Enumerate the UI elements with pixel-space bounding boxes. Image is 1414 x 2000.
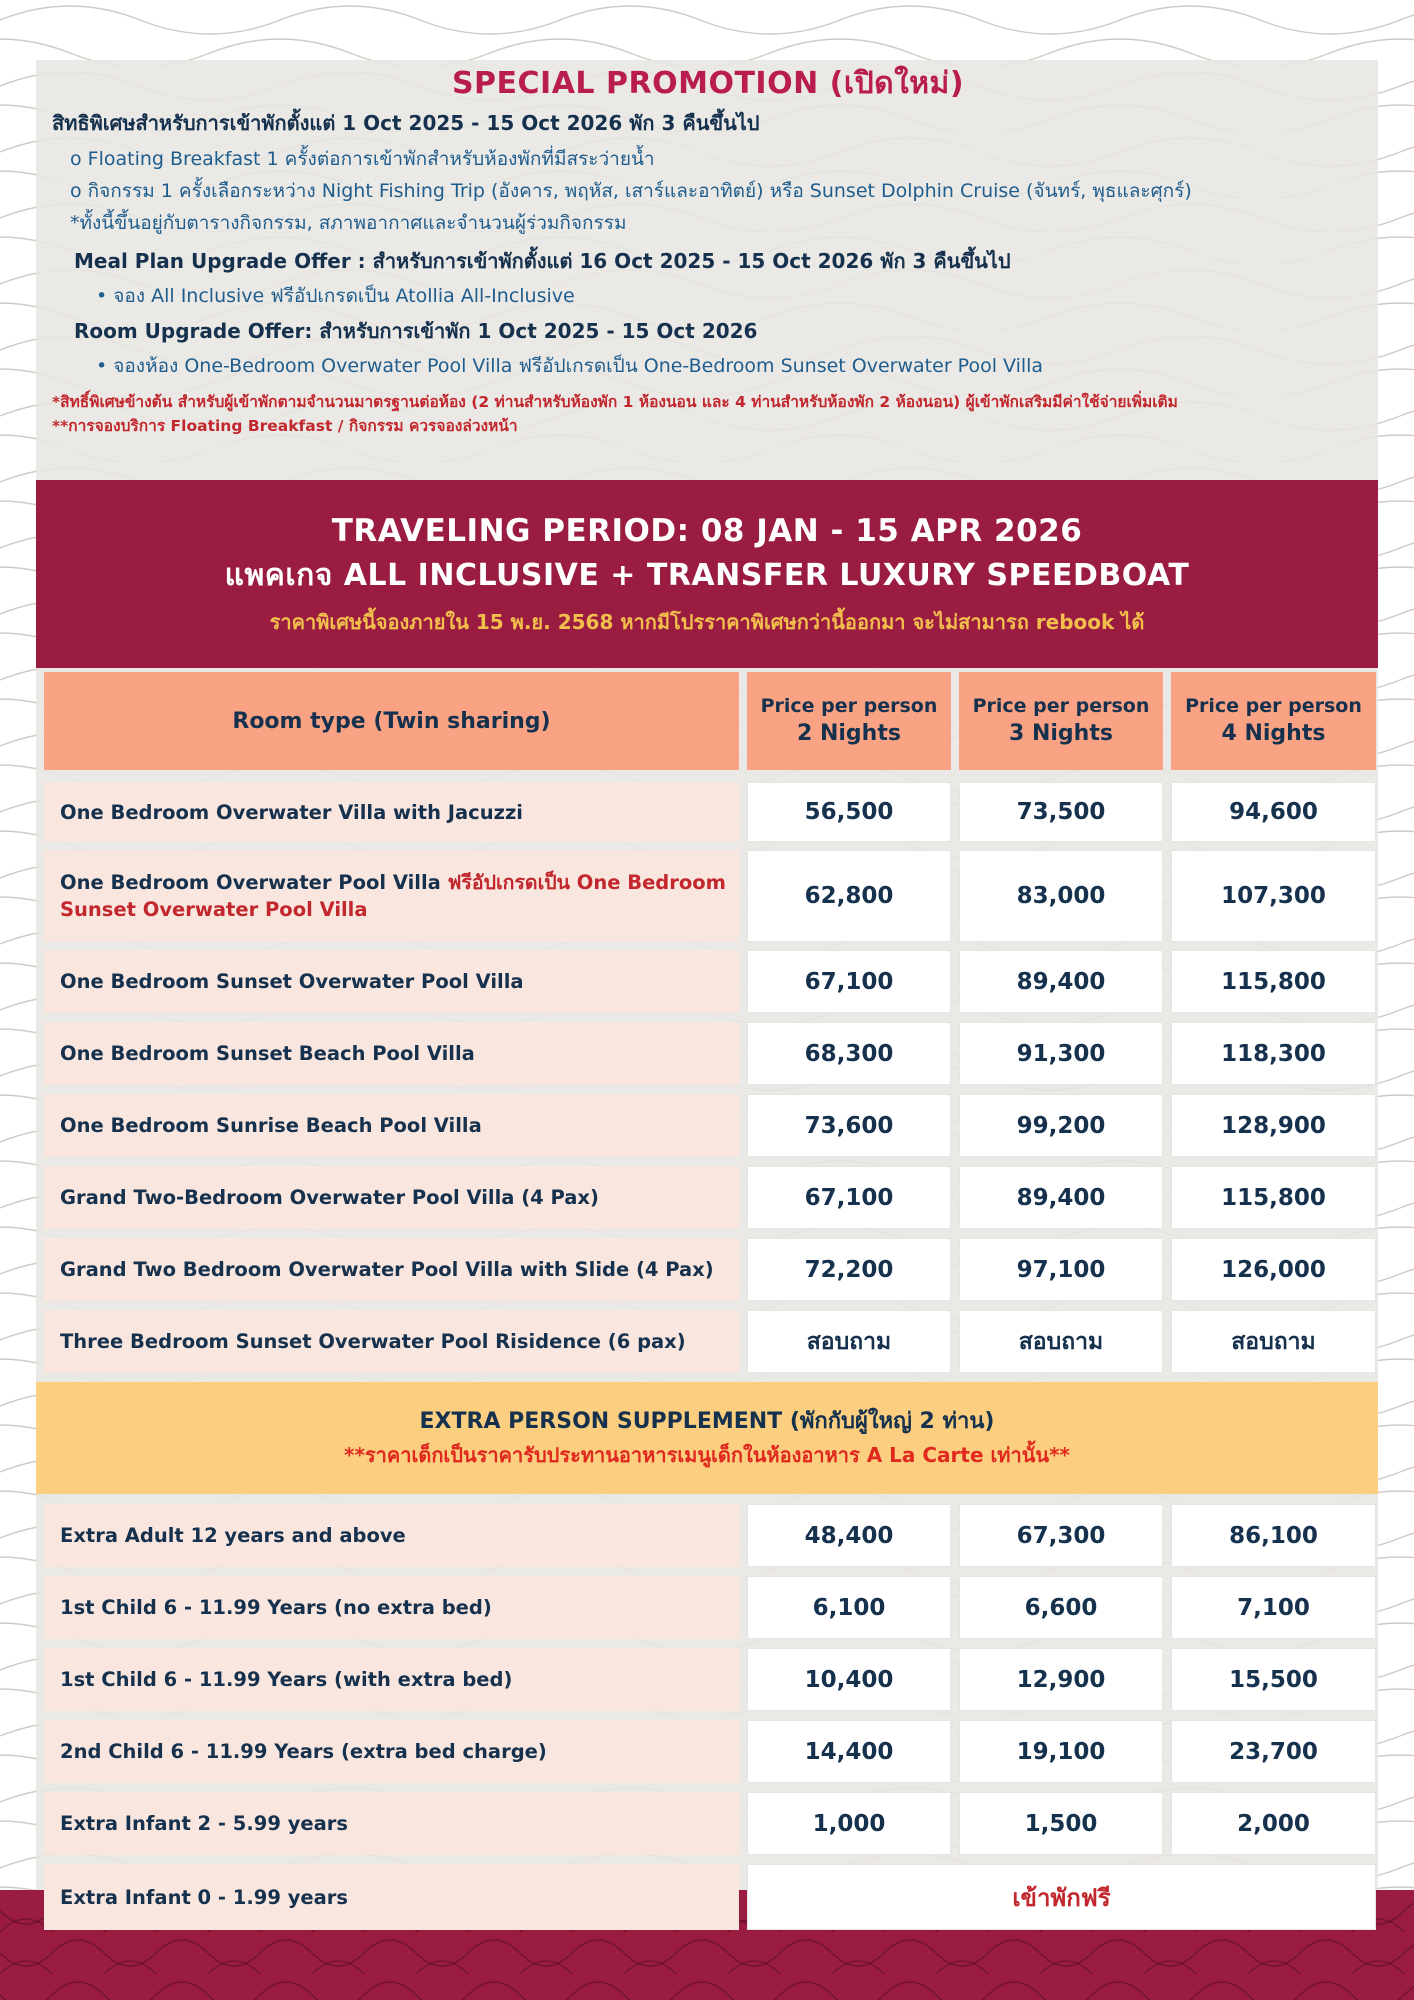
price-4-nights: 2,000 [1171,1792,1376,1855]
price-3-nights: 83,000 [959,850,1163,942]
price-2-nights: 68,300 [747,1022,951,1085]
price-2-nights: 48,400 [747,1504,951,1567]
promo-header-section [52,64,1364,438]
price-2-nights: 62,800 [747,850,951,942]
price-4-nights: 15,500 [1171,1648,1376,1711]
price-4-nights: 94,600 [1171,782,1376,842]
supplement-name: Extra Infant 2 - 5.99 years [44,1792,739,1855]
package-name-text: แพคเกจ ALL INCLUSIVE + TRANSFER LUXURY SPEEDBOAT [224,558,1190,593]
room-upgrade-offer-detail: • จองห้อง One-Bedroom Overwater Pool Villa ฟรีอัปเกรดเป็น One-Bedroom Sunset Overwater Pool Villa [96,355,1044,377]
price-2-nights: 6,100 [747,1576,951,1639]
price-4-nights: 86,100 [1171,1504,1376,1567]
traveling-period-text: TRAVELING PERIOD: 08 JAN - 15 APR 2026 [331,513,1083,549]
table-row [44,850,1376,942]
price-4-nights: 115,800 [1171,1166,1376,1229]
price-header-4-nights: Price per person 4 Nights [1171,672,1376,770]
table-row [44,1648,1376,1711]
activity-disclaimer: *ทั้งนี้ขึ้นอยู่กับตารางกิจกรรม, สภาพอากาศและจำนวนผู้ร่วมกิจกรรม [70,212,627,234]
room-name-text: One Bedroom Overwater Pool Villa ฟรีอัปเกรดเป็น One Bedroom Sunset Overwater Pool Villa [60,871,726,921]
price-3-nights: 91,300 [959,1022,1163,1085]
price-2-nights: 67,100 [747,950,951,1013]
table-row [44,950,1376,1013]
room-name: Three Bedroom Sunset Overwater Pool Risidence (6 pax) [44,1310,739,1373]
price-2-nights: 56,500 [747,782,951,842]
occupancy-footnote: *สิทธิ์พิเศษข้างต้น สำหรับผู้เข้าพักตามจำนวนมาตรฐานต่อห้อง (2 ท่านสำหรับห้องพัก 1 ห้องนอน และ 4 ท่านสำหรับห้องพัก 2 ห้องนอน) ผู้เข้าพักเสริมมีค่าใช้จ่ายเพิ่มเติม [52,393,1178,411]
price-4-nights: 118,300 [1171,1022,1376,1085]
price-4-nights: 107,300 [1171,850,1376,942]
extra-person-title: EXTRA PERSON SUPPLEMENT (พักกับผู้ใหญ่ 2 ท่าน) [419,1409,995,1434]
room-name [44,850,739,942]
child-price-note: **ราคาเด็กเป็นราคารับประทานอาหารเมนูเด็กในห้องอาหาร A La Carte เท่านั้น** [344,1443,1070,1467]
price-2-nights: 10,400 [747,1648,951,1711]
room-name: Grand Two Bedroom Overwater Pool Villa with Slide (4 Pax) [44,1238,739,1301]
room-upgrade-offer-heading: Room Upgrade Offer: สำหรับการเข้าพัก 1 Oct 2025 - 15 Oct 2026 [74,319,758,343]
traveling-period-banner [36,480,1378,668]
price-2-nights: สอบถาม [747,1310,951,1373]
meal-plan-offer-heading: Meal Plan Upgrade Offer : สำหรับการเข้าพักตั้งแต่ 16 Oct 2025 - 15 Oct 2026 พัก 3 คืนขึ้นไป [74,249,1011,273]
table-row [44,782,1376,842]
price-3-nights: 6,600 [959,1576,1163,1639]
supplement-name: Extra Infant 0 - 1.99 years [44,1864,739,1930]
table-row [44,1022,1376,1085]
price-2-nights: 67,100 [747,1166,951,1229]
meal-plan-offer-detail: • จอง All Inclusive ฟรีอัปเกรดเป็น Atollia All-Inclusive [96,285,575,307]
booking-footnote: **การจองบริการ Floating Breakfast / กิจกรรม ควรจองล่วงหน้า [52,417,518,435]
price-3-nights: 73,500 [959,782,1163,842]
table-row [44,1792,1376,1855]
room-type-header: Room type (Twin sharing) [44,672,739,770]
price-4-nights: 128,900 [1171,1094,1376,1157]
stay-free-cell: เข้าพักฟรี [747,1864,1376,1930]
price-4-nights: 23,700 [1171,1720,1376,1783]
perk-floating-breakfast: o Floating Breakfast 1 ครั้งต่อการเข้าพักสำหรับห้องพักที่มีสระว่ายน้ำ [70,148,655,170]
price-3-nights: 89,400 [959,950,1163,1013]
price-2-nights: 1,000 [747,1792,951,1855]
price-table [44,672,1376,1382]
perk-activity-choice: o กิจกรรม 1 ครั้งเลือกระหว่าง Night Fishing Trip (อังคาร, พฤหัส, เสาร์และอาทิตย์) หรือ Sunset Dolphin Cruise (จันทร์, พุธและศุกร์) [70,180,1192,202]
supplement-name: 1st Child 6 - 11.99 Years (no extra bed) [44,1576,739,1639]
price-2-nights: 72,200 [747,1238,951,1301]
price-header-2-nights: Price per person 2 Nights [747,672,951,770]
price-table-header-row [44,672,1376,770]
rebook-note-text: ราคาพิเศษนี้จองภายใน 15 พ.ย. 2568 หากมีโปรราคาพิเศษกว่านี้ออกมา จะไม่สามารถ rebook ได้ [269,610,1145,634]
table-row [44,1166,1376,1229]
extra-person-banner [36,1382,1378,1494]
price-3-nights: 12,900 [959,1648,1163,1711]
stay-period-note: สิทธิพิเศษสำหรับการเข้าพักตั้งแต่ 1 Oct 2025 - 15 Oct 2026 พัก 3 คืนขึ้นไป [52,111,760,135]
table-row [44,1238,1376,1301]
supplement-name: 1st Child 6 - 11.99 Years (with extra bed) [44,1648,739,1711]
price-4-nights: 115,800 [1171,950,1376,1013]
room-name: One Bedroom Sunset Overwater Pool Villa [44,950,739,1013]
price-header-3-nights: Price per person 3 Nights [959,672,1163,770]
price-3-nights: สอบถาม [959,1310,1163,1373]
room-name: One Bedroom Sunset Beach Pool Villa [44,1022,739,1085]
price-3-nights: 1,500 [959,1792,1163,1855]
price-3-nights: 19,100 [959,1720,1163,1783]
page-title: SPECIAL PROMOTION (เปิดใหม่) [451,66,965,101]
price-2-nights: 73,600 [747,1094,951,1157]
price-3-nights: 67,300 [959,1504,1163,1567]
table-row [44,1310,1376,1373]
room-name: Grand Two-Bedroom Overwater Pool Villa (4 Pax) [44,1166,739,1229]
table-row [44,1864,1376,1930]
supplement-table [44,1504,1376,1939]
table-row [44,1576,1376,1639]
table-row [44,1094,1376,1157]
table-row [44,1720,1376,1783]
upgrade-highlight-text: ฟรีอัปเกรดเป็น One Bedroom Sunset Overwater Pool Villa [60,871,726,921]
table-row [44,1504,1376,1567]
price-3-nights: 99,200 [959,1094,1163,1157]
price-4-nights: 7,100 [1171,1576,1376,1639]
supplement-name: 2nd Child 6 - 11.99 Years (extra bed charge) [44,1720,739,1783]
supplement-name: Extra Adult 12 years and above [44,1504,739,1567]
price-4-nights: 126,000 [1171,1238,1376,1301]
room-name: One Bedroom Sunrise Beach Pool Villa [44,1094,739,1157]
price-2-nights: 14,400 [747,1720,951,1783]
price-4-nights: สอบถาม [1171,1310,1376,1373]
price-3-nights: 89,400 [959,1166,1163,1229]
price-3-nights: 97,100 [959,1238,1163,1301]
room-name: One Bedroom Overwater Villa with Jacuzzi [44,782,739,842]
